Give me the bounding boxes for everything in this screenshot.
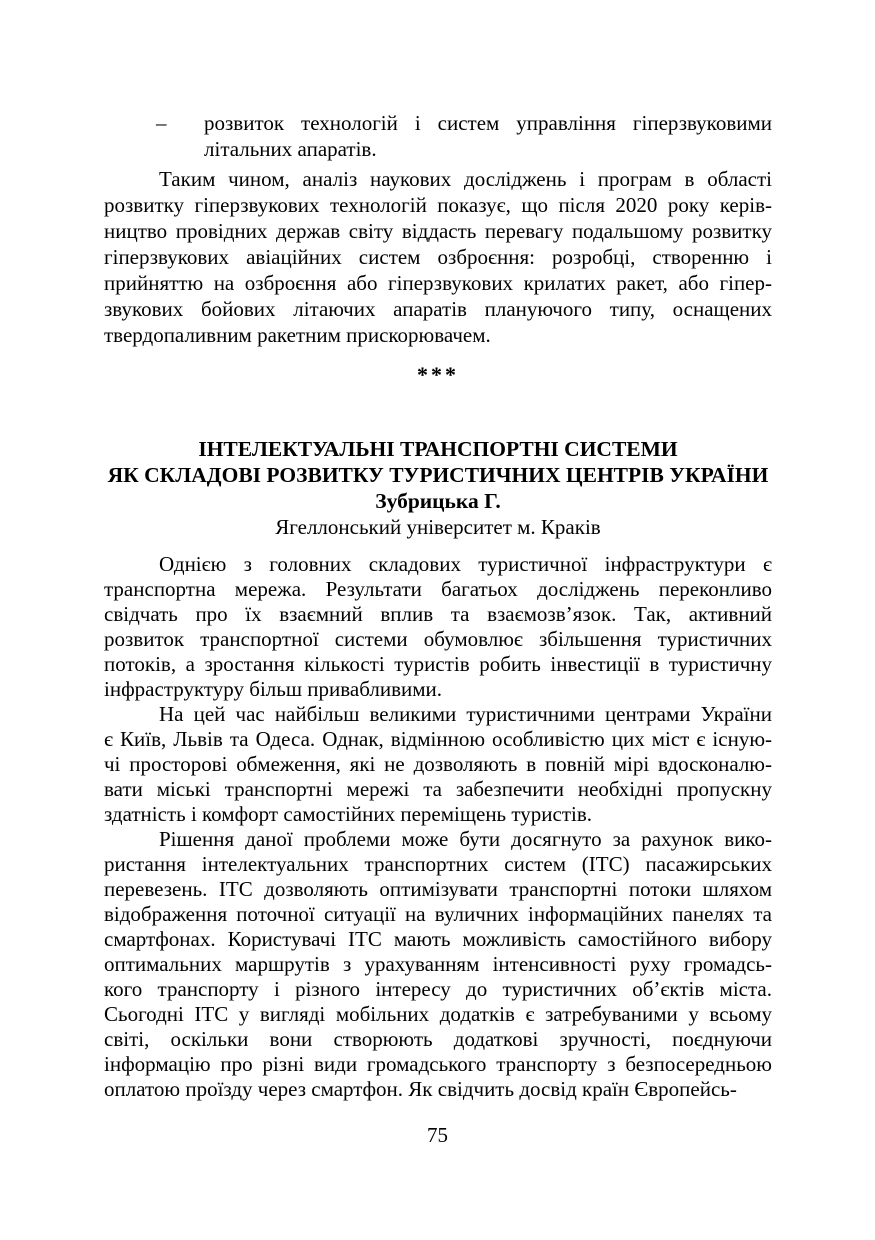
bullet-line-2: літальних апаратів. <box>204 137 377 161</box>
text-block <box>104 110 772 1102</box>
text-line: чі просторові обмеження, які не дозволяють в повній мірі вдосконалю- <box>104 752 772 776</box>
body-paragraph-2 <box>104 702 772 827</box>
text-line: здатність і комфорт самостійних переміщень туристів. <box>104 802 593 826</box>
body-paragraph-3 <box>104 827 772 1102</box>
text-line: Таким чином, аналіз наукових досліджень і програм в області <box>159 167 772 191</box>
article-body <box>104 552 772 1102</box>
text-line: Сьогодні ІТС у вигляді мобільних додатків є затребуваними у всьому <box>104 1002 772 1026</box>
text-line: розвитку гіперзвукових технологій показує, що після 2020 року керів- <box>104 193 772 217</box>
text-line: транспортна мережа. Результати багатьох досліджень переконливо <box>104 577 772 601</box>
text-line: смартфонах. Користувачі ІТС мають можливість самостійного вибору <box>104 927 772 951</box>
text-line: Рішення даної проблеми може бути досягнуто за рахунок вико- <box>159 827 772 851</box>
text-line: гіперзвукових авіаційних систем озброєння: розробці, створенню і <box>104 245 772 269</box>
text-line: розвиток транспортної системи обумовлює збільшення туристичних <box>104 627 772 651</box>
body-paragraph-1 <box>104 552 772 702</box>
text-line: інфраструктуру більш привабливими. <box>104 677 443 701</box>
text-line: звукових бойових літаючих апаратів плануючого типу, оснащених <box>104 297 772 321</box>
text-line: світі, оскільки вони створюють додаткові зручності, поєднуючи <box>104 1027 772 1051</box>
section-separator: *** <box>417 362 459 387</box>
text-line: твердопаливним ракетним прискорювачем. <box>104 323 491 347</box>
text-line: ництво провідних держав світу віддасть перевагу подальшому розвитку <box>104 219 772 243</box>
text-line: потоків, а зростання кількості туристів робить інвестиції в туристичну <box>104 652 772 676</box>
text-line: інформацію про різні види громадського транспорту з безпосередньою <box>104 1052 772 1076</box>
text-line: кого транспорту і різного інтересу до туристичних об’єктів міста. <box>104 977 772 1001</box>
text-line: Однією з головних складових туристичної інфраструктури є <box>159 552 772 576</box>
bullet-text: розвиток технологій і систем управління гіперзвуковими <box>204 111 772 135</box>
article-title <box>104 436 772 488</box>
text-line: ІНТЕЛЕКТУАЛЬНІ ТРАНСПОРТНІ СИСТЕМИ <box>198 437 678 461</box>
text-line: оплатою проїзду через смартфон. Як свідчить досвід країн Європейсь- <box>104 1077 737 1101</box>
closing-paragraph <box>104 166 772 348</box>
text-line: прийняттю на озброєння або гіперзвукових крилатих ракет, або гіпер- <box>104 271 772 295</box>
text-line: ЯК СКЛАДОВІ РОЗВИТКУ ТУРИСТИЧНИХ ЦЕНТРІВ УКРАЇНИ <box>107 463 769 487</box>
text-line: оптимальних маршрутів з урахуванням інтенсивності руху громадсь- <box>104 952 772 976</box>
bullet-item <box>104 110 772 162</box>
text-line: ристання інтелектуальних транспортних систем (ІТС) пасажирських <box>104 852 772 876</box>
bullet-dash: – <box>156 111 167 135</box>
text-line: перевезень. ІТС дозволяють оптимізувати транспортні потоки шляхом <box>104 877 772 901</box>
page-number: 75 <box>427 1123 448 1147</box>
text-line: є Київ, Львів та Одеса. Однак, відмінною особливістю цих міст є існую- <box>104 727 772 751</box>
text-line: На цей час найбільш великими туристичними центрами України <box>159 702 772 726</box>
bullet-line-1 <box>156 110 772 136</box>
article-affiliation: Ягеллонський університет м. Краків <box>275 515 601 539</box>
text-line: вати міські транспортні мережі та забезпечити необхідні пропускну <box>104 777 772 801</box>
text-line: відображення поточної ситуації на вуличних інформаційних панелях та <box>104 902 772 926</box>
text-line: свідчать про їх взаємний вплив та взаємозв’язок. Так, активний <box>104 602 772 626</box>
article-author: Зубрицька Г. <box>375 489 501 513</box>
